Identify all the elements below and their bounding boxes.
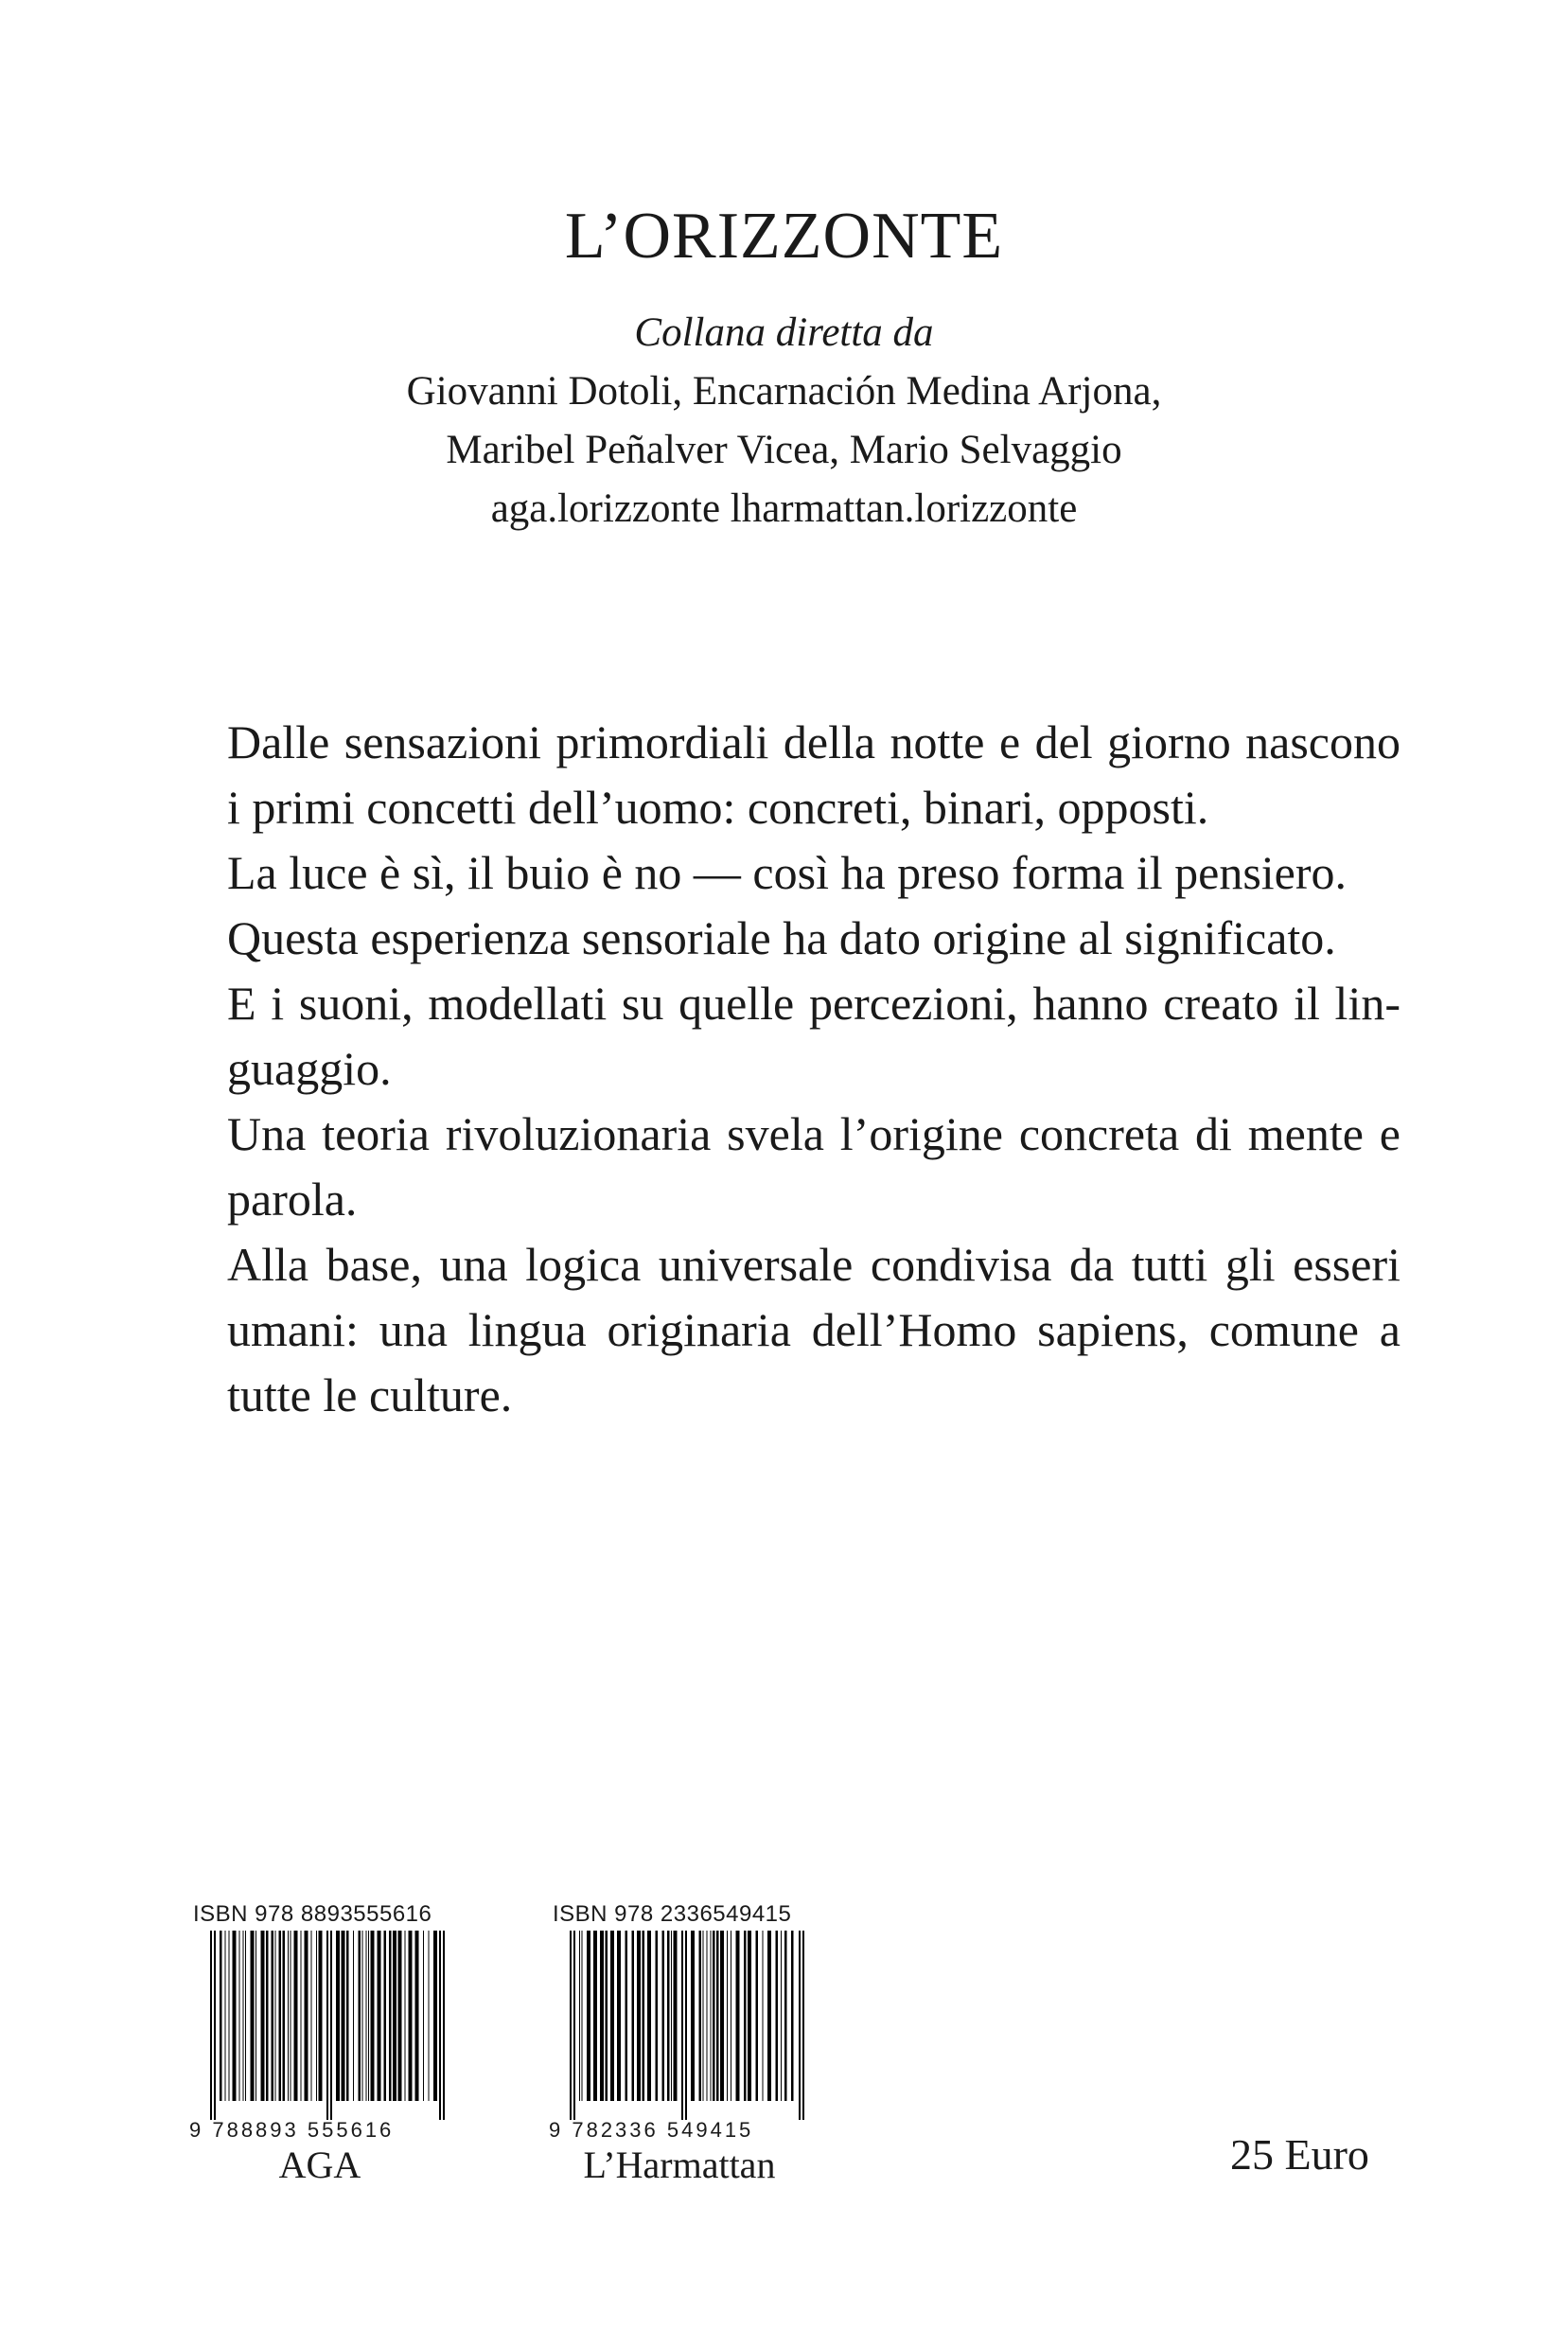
barcode-aga (189, 1900, 450, 2188)
series-social-handles: aga.lorizzonte lharmattan.lorizzonte (490, 486, 1078, 531)
barcode-digits: 9 782336 549415 (549, 2118, 754, 2142)
isbn-label: ISBN 978 2336549415 (553, 1901, 792, 1927)
publisher-name: L’Harmattan (583, 2144, 776, 2186)
blurb-paragraph-3: Questa esperienza sensoriale ha dato origine al significato. (227, 911, 1336, 964)
series-subtitle: Collana diretta da (634, 310, 934, 355)
series-editors-line-1: Giovanni Dotoli, Encarnación Medina Arjona, (406, 369, 1162, 414)
blurb-paragraph-2: La luce è sì, il buio è no — così ha preso forma il pensiero. (227, 846, 1348, 899)
barcode-icon (189, 1931, 450, 2120)
blurb-paragraph-5: Una teoria rivoluzionaria svela l’origine concreta di mente e parola. (227, 1107, 1401, 1226)
barcode-icon (549, 1931, 810, 2120)
series-editors-line-2: Maribel Peñalver Vicea, Mario Selvaggio (446, 428, 1122, 472)
barcode-harmattan (549, 1900, 810, 2188)
barcode-digits: 9 788893 555616 (189, 2118, 395, 2142)
isbn-label: ISBN 978 8893555616 (193, 1901, 432, 1927)
blurb-paragraph-6: Alla base, una logica universale condivisa da tutti gli esseri umani: una lingua originaria dell’Homo sapiens, comune a tutte le culture. (227, 1238, 1401, 1421)
series-title: L’ORIZZONTE (564, 200, 1004, 273)
price: 25 Euro (1230, 2130, 1369, 2179)
blurb-paragraph-1: Dalle sensazioni primordiali della notte e del giorno nascono i primi concetti dell’uomo: concreti, binari, opposti. (227, 715, 1401, 834)
blurb-paragraph-4: E i suoni, modellati su quelle percezioni, hanno creato il linguaggio. (227, 977, 1401, 1095)
publisher-name: AGA (278, 2144, 361, 2186)
blurb (227, 710, 1401, 1428)
series-block (0, 200, 1568, 538)
